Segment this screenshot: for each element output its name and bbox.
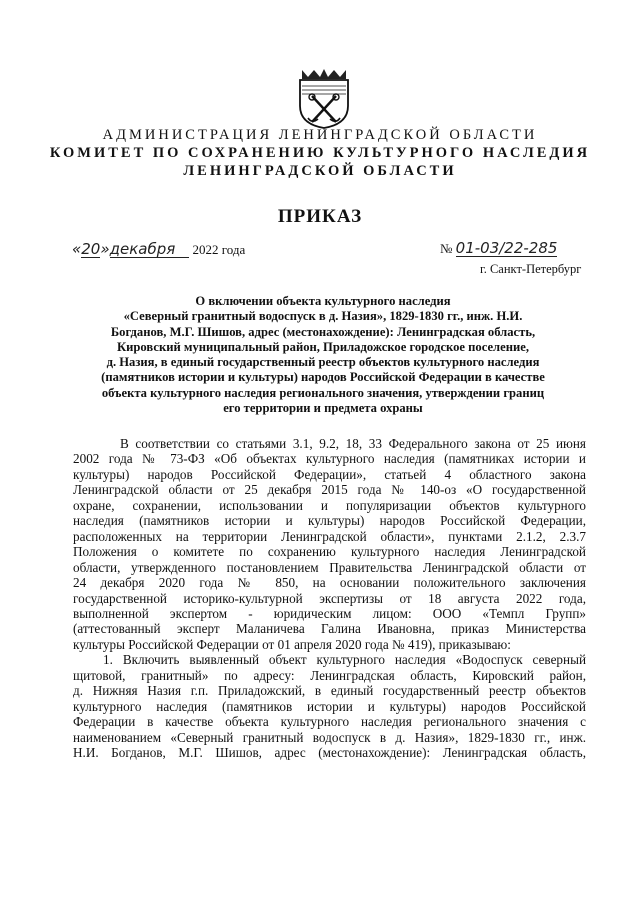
coat-of-arms-emblem: [296, 66, 352, 130]
order-body: [73, 436, 586, 761]
body-line: культуры) народов Российской Федерации», статьей 4 областного закона: [73, 466, 586, 482]
body-line: расположенных на территории Ленинградской области», пунктами 2.1.2, 2.3.7: [73, 528, 586, 544]
body-line: культурного наследия (памятников истории и культуры) народов Российской: [73, 698, 586, 714]
body-line: щитовой, гранитный» по адресу: Ленинградская область, Кировский район,: [73, 667, 586, 683]
date-year: 2022 года: [192, 242, 246, 257]
administration-name: АДМИНИСТРАЦИЯ ЛЕНИНГРАДСКОЙ ОБЛАСТИ: [102, 127, 538, 143]
date-quote-open: «: [72, 240, 82, 258]
subject-line: Богданов, М.Г. Шишов, адрес (местонахождение): Ленинградская область,: [110, 324, 536, 339]
body-line: д. Нижняя Назия г.п. Приладожский, в единый государственный реестр объектов: [73, 683, 586, 699]
body-line: наследия (памятников истории и культуры) народов Российской Федерации,: [73, 513, 586, 529]
body-line: государственной историко-культурной экспертизы от 18 августа 2022 года,: [73, 590, 586, 606]
body-line: 1. Включить выявленный объект культурного наследия «Водоспуск северный: [103, 652, 586, 668]
subject-line: (памятников истории и культуры) народов Российской Федерации в качестве: [101, 370, 545, 385]
number-value: 01-03/22-285: [455, 239, 558, 257]
number-prefix: №: [440, 241, 453, 256]
body-line: Ленинградской области от 25 декабря 2015 года № 140-оз «О государственной: [73, 482, 586, 498]
body-line: В соответствии со статьями 3.1, 9.2, 18, 33 Федерального закона от 25 июня: [120, 436, 586, 451]
body-line: Положения о комитете по сохранению культурного наследия Ленинградской: [73, 544, 586, 560]
body-line: выполненной экспертом - юридическим лицом: ООО «Темпл Групп»: [73, 605, 586, 621]
date-month: декабря: [110, 241, 190, 258]
subject-line: О включении объекта культурного наследия: [195, 294, 451, 308]
subject-line: «Северный гранитный водоспуск в д. Назия», 1829-1830 гг., инж. Н.И.: [123, 309, 523, 324]
body-line: охране, сохранении, использовании и популяризации объектов культурного: [73, 497, 586, 513]
body-line: Н.И. Богданов, М.Г. Шишов, адрес (местонахождение): Ленинградская область,: [73, 745, 586, 761]
committee-region: ЛЕНИНГРАДСКОЙ ОБЛАСТИ: [183, 163, 457, 179]
subject-line: Кировский муниципальный район, Приладожское городское поселение,: [117, 339, 529, 354]
date-day: 20: [81, 240, 101, 258]
subject-line: д. Назия, в единый государственный реестр объектов культурного наследия: [106, 355, 540, 370]
body-line: культуры Российской Федерации от 01 апреля 2020 года № 419), приказываю:: [73, 636, 511, 652]
document-title: ПРИКАЗ: [277, 206, 363, 227]
date-quote-close: »: [100, 240, 110, 258]
body-line: (аттестованный эксперт Маланичева Галина Ивановна, приказ Министерства: [73, 621, 586, 637]
body-line: 24 декабря 2020 года № 850, на основании положительного заключения: [73, 575, 586, 591]
order-date: [72, 240, 245, 258]
subject-line: объекта культурного наследия регионального значения, утверждении границ: [101, 385, 545, 400]
order-subject: [88, 294, 558, 416]
body-line: Федерации в качестве объекта культурного наследия регионального значения с: [73, 714, 586, 730]
body-line: наименованием «Северный гранитный водоспуск в д. Назия», 1829-1830 гг., инж.: [73, 729, 586, 745]
order-number: [440, 240, 557, 257]
order-city: г. Санкт-Петербург: [480, 262, 582, 276]
committee-name: КОМИТЕТ ПО СОХРАНЕНИЮ КУЛЬТУРНОГО НАСЛЕДИЯ: [49, 145, 591, 161]
body-line: 2002 года № 73-ФЗ «Об объектах культурного наследия (памятниках истории и: [73, 451, 586, 467]
body-line: области, утвержденного постановлением Правительства Ленинградской области от: [73, 559, 586, 575]
subject-line: его территории и предмета охраны: [223, 401, 423, 416]
